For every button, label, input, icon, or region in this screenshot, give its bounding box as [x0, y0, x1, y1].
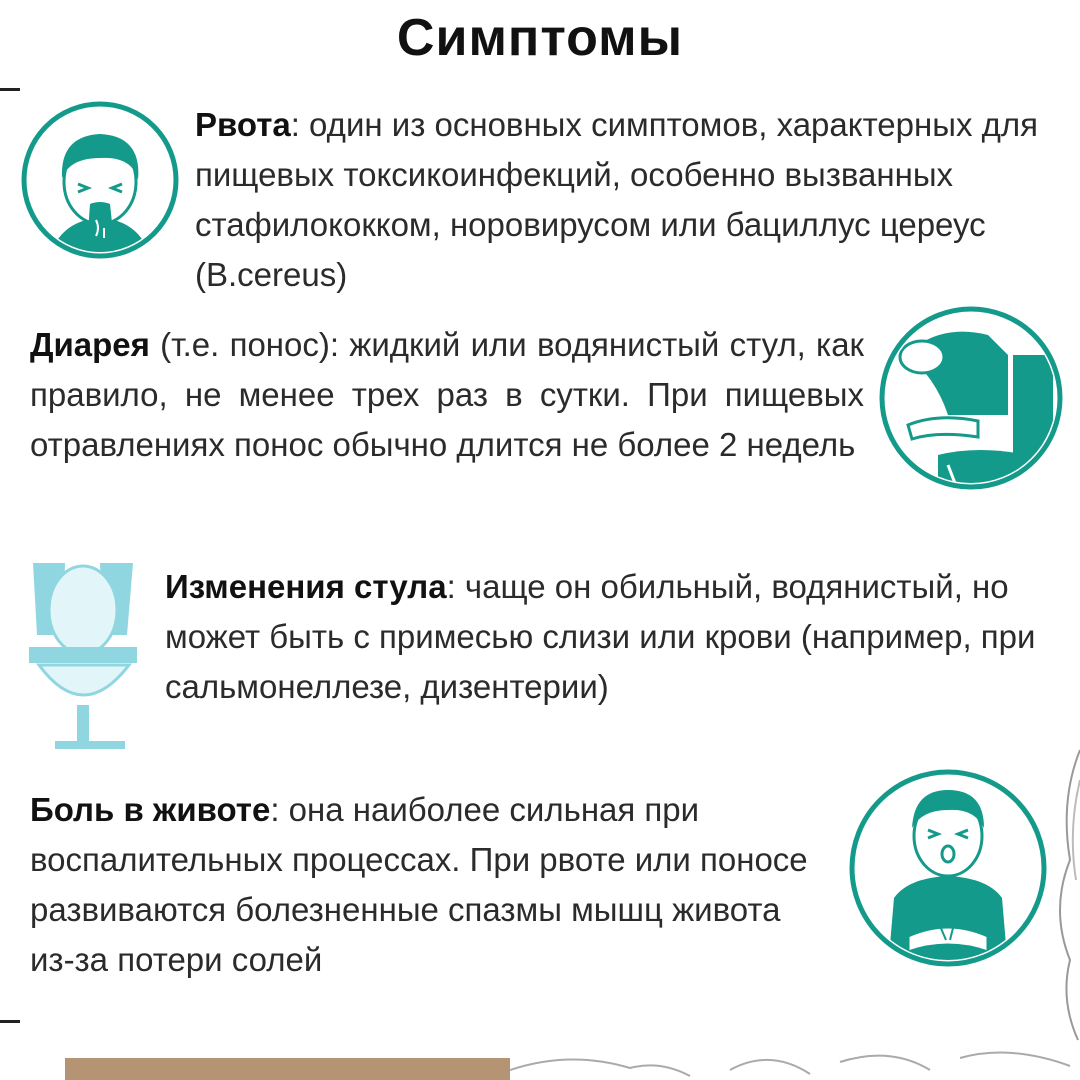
symptom-vomiting-text: один из основных симптомов, характерных для пищевых токсикоинфекций, особенно вызванных стафилококком, норовирусом или бациллус цереус (B.cereus) — [195, 106, 1039, 293]
symptom-stool-term: Изменения стула — [165, 568, 447, 605]
toilet-icon — [25, 555, 140, 755]
divider-mark-bottom — [0, 1020, 20, 1023]
decorative-sketch-bottom — [510, 1040, 1080, 1080]
decorative-sketch-right — [1040, 740, 1080, 1060]
divider-mark-top — [0, 88, 20, 91]
symptom-abdominal-pain-term: Боль в животе — [30, 791, 271, 828]
symptom-diarrhea-term: Диарея — [30, 326, 150, 363]
vomiting-person-icon — [20, 100, 180, 260]
symptom-stool-text: чаще он обильный, водянистый, но может быть с примесью слизи или крови (например, при сальмонеллезе, дизентерии) — [165, 568, 1036, 705]
symptom-stool — [165, 562, 1065, 712]
symptom-vomiting-term: Рвота — [195, 106, 291, 143]
bottom-color-bar — [65, 1058, 510, 1080]
symptom-vomiting-sep: : — [290, 106, 300, 143]
symptom-stool-sep: : — [446, 568, 456, 605]
symptom-abdominal-pain-sep: : — [270, 791, 280, 828]
symptom-diarrhea-text: (т.е. понос): жидкий или водянистый стул, как правило, не менее трех раз в сутки. При пищевых отравлениях понос обычно длится не более 2 недель — [30, 326, 864, 463]
symptom-diarrhea — [30, 320, 864, 470]
page-title: Симптомы — [396, 9, 684, 67]
symptom-vomiting — [195, 100, 1065, 300]
toilet-sitting-person-icon — [878, 305, 1064, 491]
symptom-abdominal-pain — [30, 785, 820, 985]
stomach-pain-person-icon — [848, 768, 1048, 968]
symptom-abdominal-pain-text: она наиболее сильная при воспалительных процессах. При рвоте или поносе развиваются болезненные спазмы мышц живота из-за потери солей — [30, 791, 808, 978]
